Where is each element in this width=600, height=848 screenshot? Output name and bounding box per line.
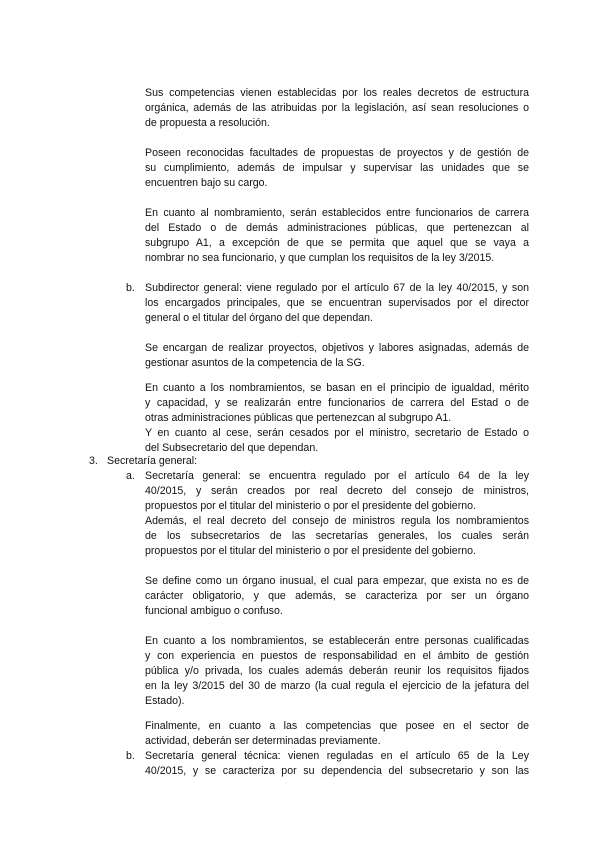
section-number: 3. [89,455,98,467]
text-line: subgrupo A1, a excepción de que se permita que aquel que se vaya a [145,237,529,249]
list-label: b. [126,282,135,294]
text-line: propuestos por el titular del ministerio o por el presidente del gobierno. [145,500,476,512]
text-line: Y en cuanto al cese, serán cesados por el ministro, secretario de Estado o [145,427,529,439]
text-line: del Estado o de demás administraciones públicas, que pertenezcan al [145,222,529,234]
text-line: Sus competencias vienen establecidas por los reales decretos de estructura [145,87,529,99]
section-title: Secretaría general: [107,455,198,467]
text-line: su cumplimiento, además de impulsar y supervisar las unidades que se [145,162,529,174]
text-line: carácter obligatorio, y que además, se caracteriza por ser un órgano [145,590,529,602]
text-line: 40/2015, y se caracteriza por su dependencia del subsecretario y son las [145,765,529,777]
text-line: encuentren bajo su cargo. [145,177,268,189]
text-line: otras administraciones públicas que pertenezcan al subgrupo A1. [145,412,452,424]
text-line: Se define como un órgano inusual, el cual para empezar, que exista no es de [145,575,529,587]
text-line: y capacidad, y se realizarán entre funcionarios de carrera del Estad o de [145,397,529,409]
text-line: del Subsecretario del que dependan. [145,442,319,454]
text-line: Secretaría general técnica: vienen reguladas en el artículo 65 de la Ley [145,750,529,762]
text-line: nombrar no sea funcionario, y que cumplan los requisitos de la ley 3/2015. [145,252,495,264]
text-line: de los subsecretarios de las secretarías generales, los cuales serán [145,530,529,542]
text-line: En cuanto al nombramiento, serán establecidos entre funcionarios de carrera [145,207,529,219]
list-label: b. [126,750,135,762]
text-line: Poseen reconocidas facultades de propuestas de proyectos y de gestión de [145,147,529,159]
text-line: Subdirector general: viene regulado por el artículo 67 de la ley 40/2015, y son [145,282,529,294]
text-line: orgánica, además de las atribuidas por la legislación, así sean resoluciones o [145,102,529,114]
list-label: a. [126,470,135,482]
text-line: pública y/o privada, los cuales además deberán reunir los requisitos fijados [145,665,529,677]
text-line: los encargados principales, que se encuentran supervisados por el director [145,297,529,309]
text-line: en la ley 3/2015 del 30 de marzo (la cual regula el ejercicio de la jefatura del [145,680,529,692]
text-line: funcional ambiguo o confuso. [145,605,283,617]
text-line: de propuesta a resolución. [145,117,270,129]
text-line: En cuanto a los nombramientos, se establecerán entre personas cualificadas [145,635,529,647]
text-line: 40/2015, y serán creados por real decreto del consejo de ministros, [145,485,529,497]
text-line: actividad, deberán ser determinadas previamente. [145,735,381,747]
text-line: y con experiencia en puestos de responsabilidad en el ámbito de gestión [145,650,529,662]
text-line: general o el titular del órgano del que dependan. [145,312,373,324]
text-line: Se encargan de realizar proyectos, objetivos y labores asignadas, además de [145,342,529,354]
text-line: Además, el real decreto del consejo de ministros regula los nombramientos [145,515,529,527]
text-line: En cuanto a los nombramientos, se basan en el principio de igualdad, mérito [145,382,529,394]
text-line: Estado). [145,695,185,707]
text-line: Secretaría general: se encuentra regulado por el artículo 64 de la ley [145,470,529,482]
text-line: gestionar asuntos de la competencia de la SG. [145,357,365,369]
text-line: Finalmente, en cuanto a las competencias que posee en el sector de [145,720,529,732]
text-line: propuestos por el titular del ministerio o por el presidente del gobierno. [145,545,476,557]
